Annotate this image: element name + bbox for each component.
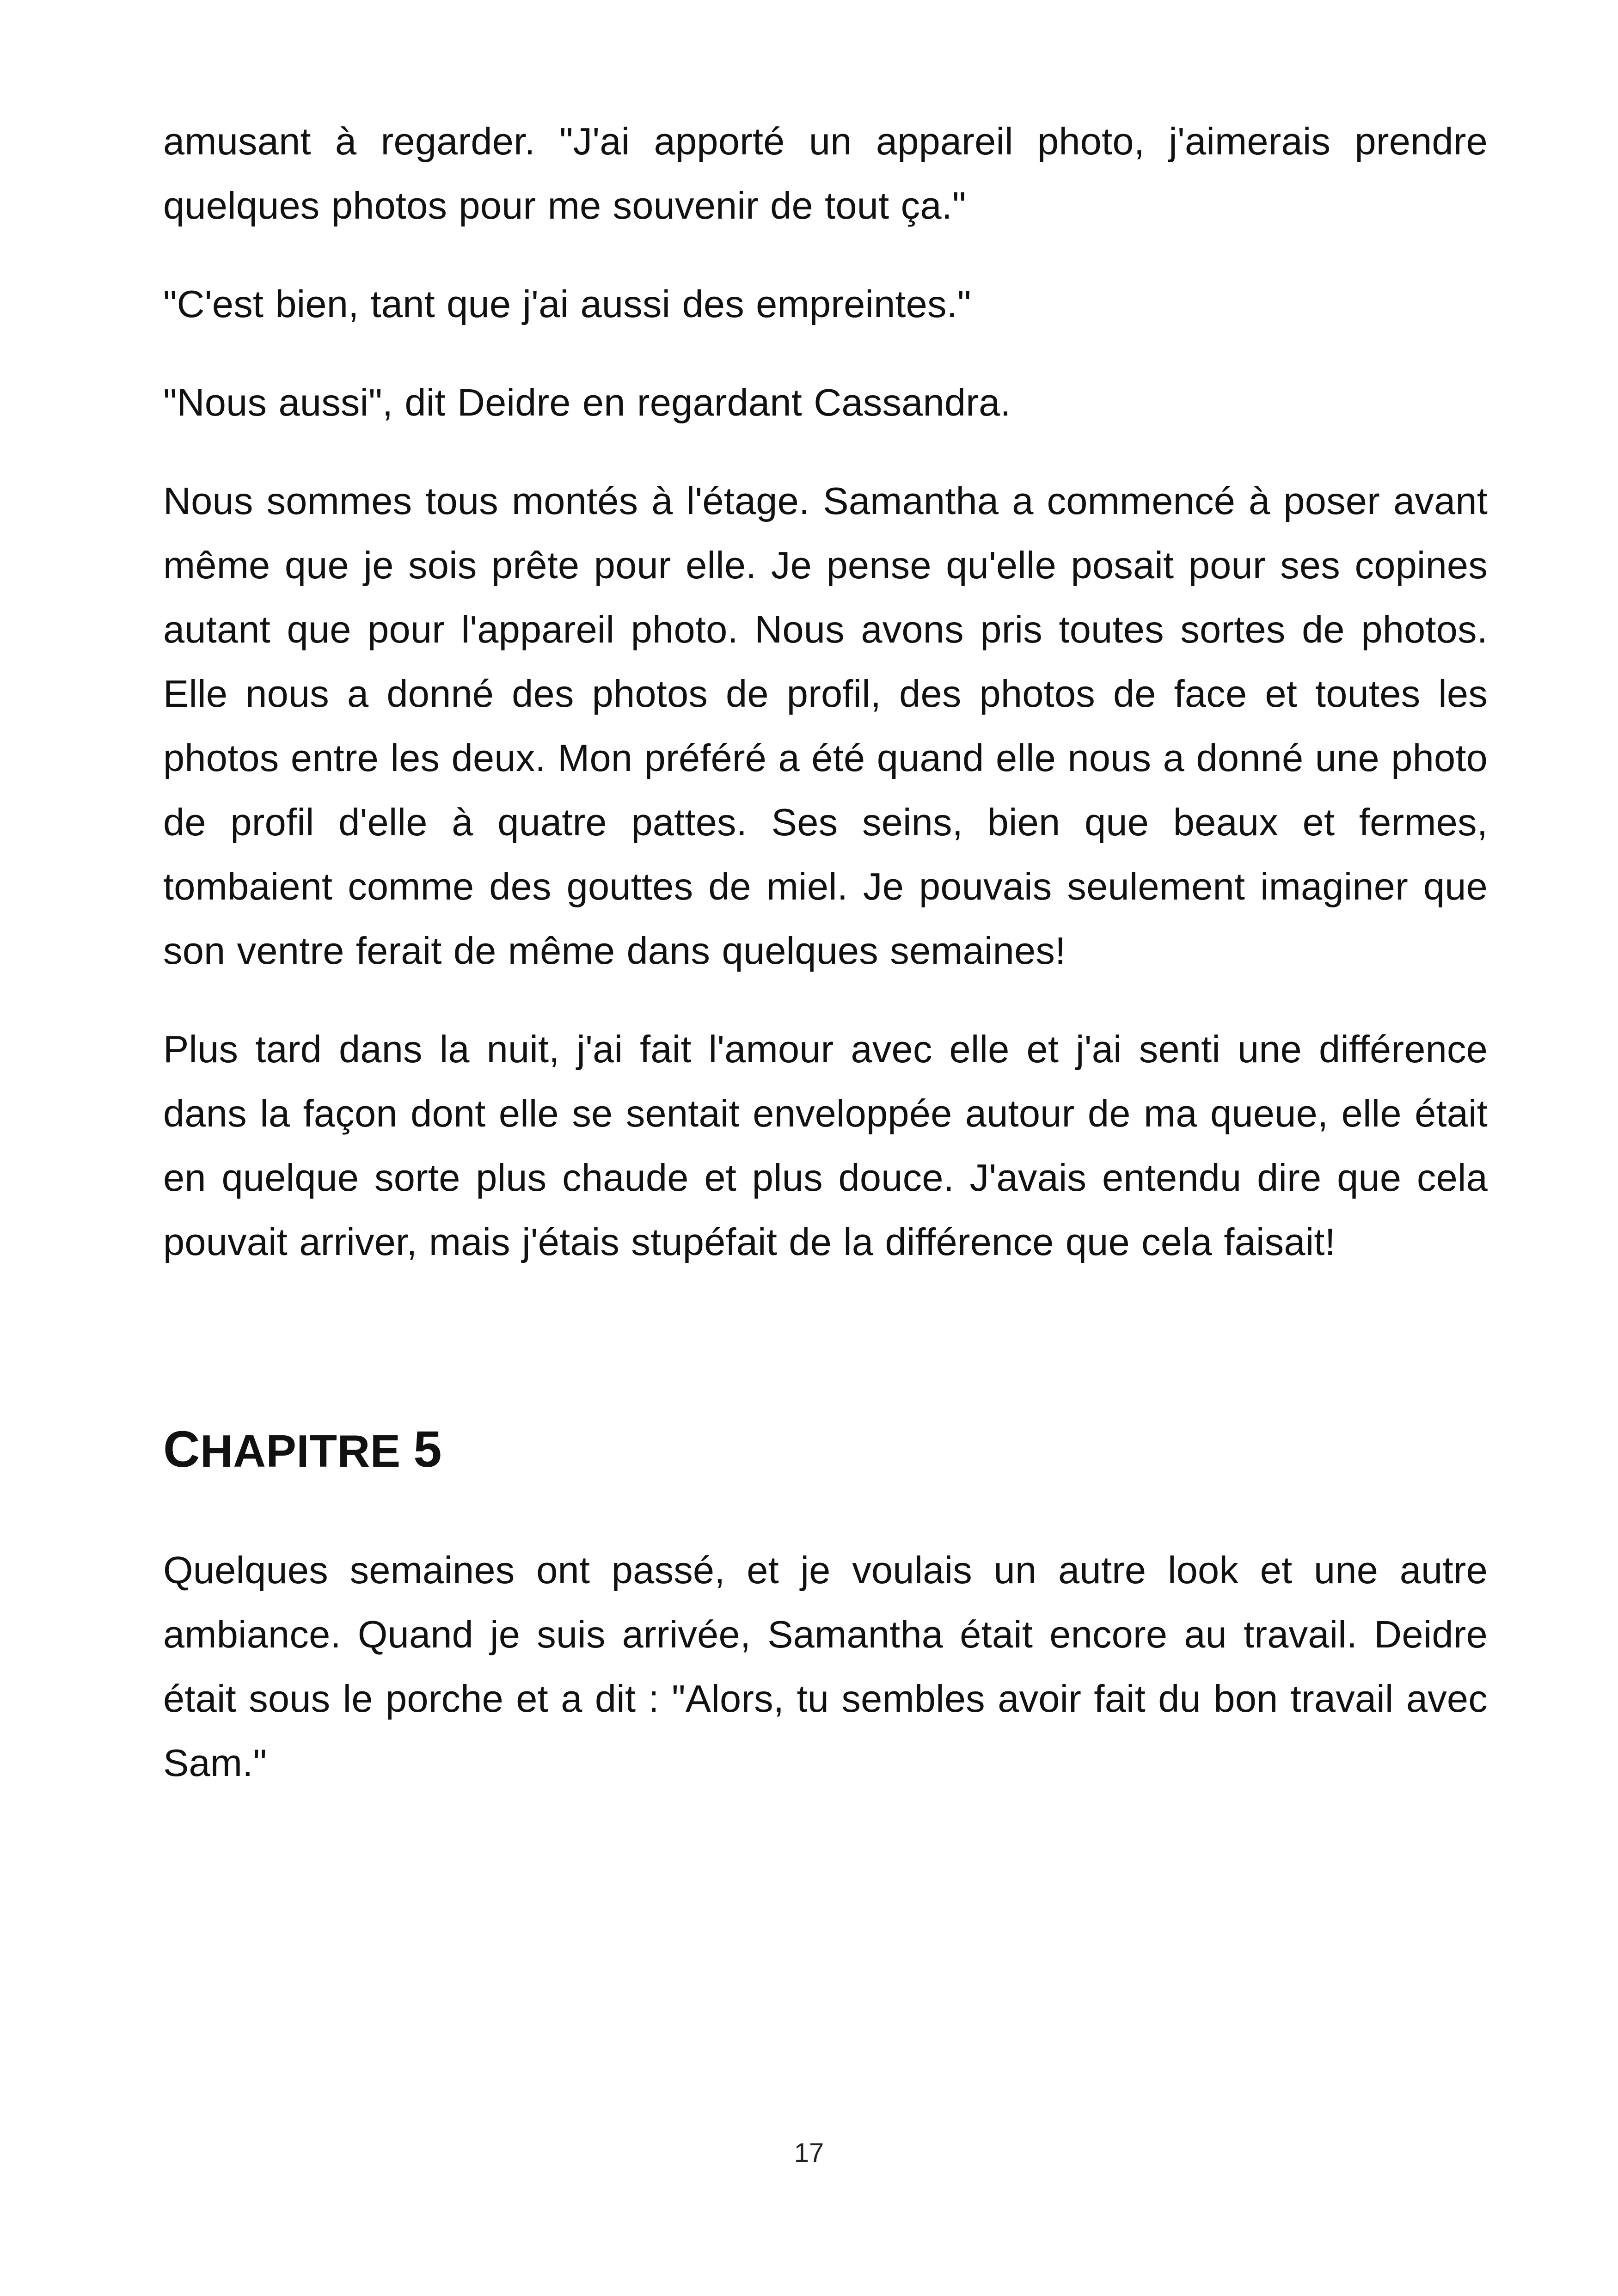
page-body (163, 109, 1488, 1829)
paragraph-1: amusant à regarder. "J'ai apporté un appareil photo, j'aimerais prendre quelques photos pour me souvenir de tout ça." (163, 120, 1488, 227)
chapter-heading-initial: C (163, 1421, 200, 1478)
paragraph-2: "C'est bien, tant que j'ai aussi des empreintes." (163, 282, 971, 325)
paragraph-6: Quelques semaines ont passé, et je voulais un autre look et une autre ambiance. Quand je suis arrivée, Samantha était encore au travail. Deidre était sous le porche et a dit : "Alors, tu sembles avoir fait du bon travail avec Sam." (163, 1549, 1488, 1784)
paragraph-4: Nous sommes tous montés à l'étage. Samantha a commencé à poser avant même que je sois prête pour elle. Je pense qu'elle posait pour ses copines autant que pour l'appareil photo. Nous avons pris toutes sortes de photos. Elle nous a donné des photos de profil, des photos de face et toutes les photos entre les deux. Mon préféré a été quand elle nous a donné une photo de profil d'elle à quatre pattes. Ses seins, bien que beaux et fermes, tombaient comme des gouttes de miel. Je pouvais seulement imaginer que son ventre ferait de même dans quelques semaines! (163, 479, 1488, 972)
page-number: 17 (794, 2138, 824, 2168)
chapter-heading-rest: HAPITRE (200, 1426, 401, 1476)
paragraph-5: Plus tard dans la nuit, j'ai fait l'amour avec elle et j'ai senti une différence dans la façon dont elle se sentait enveloppée autour de ma queue, elle était en quelque sorte plus chaude et plus douce. J'avais entendu dire que cela pouvait arriver, mais j'étais stupéfait de la différence que cela faisait! (163, 1028, 1488, 1263)
paragraph-3: "Nous aussi", dit Deidre en regardant Cassandra. (163, 381, 1011, 424)
chapter-heading (163, 1417, 1488, 1483)
chapter-heading-number: 5 (413, 1421, 442, 1478)
